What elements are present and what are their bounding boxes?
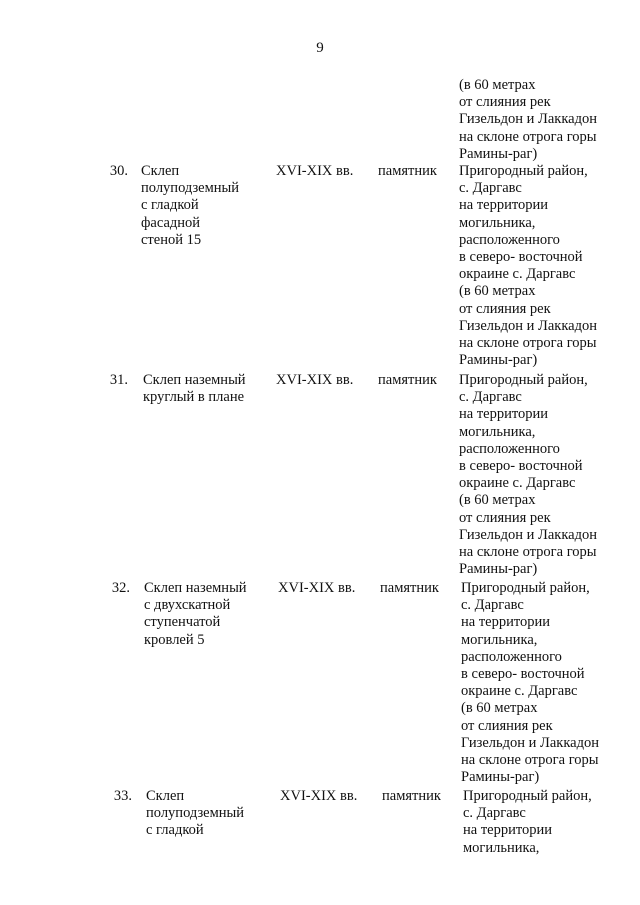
location-line: на склоне отрога горы: [459, 128, 597, 145]
entry-category: памятник: [378, 372, 437, 388]
entry-name: [141, 163, 239, 249]
location-line: могильника,: [459, 423, 536, 440]
entry-category: памятник: [382, 788, 441, 804]
location-line: окраине с. Даргавс: [459, 266, 576, 283]
location-line: на склоне отрога горы: [459, 335, 597, 352]
location-line: Рамины-раг): [461, 769, 540, 786]
continued-location: [459, 77, 597, 163]
entry-dating: XVI-XIX вв.: [280, 788, 358, 804]
entry-dating: XVI-XIX вв.: [278, 580, 356, 596]
location-line: Гизельдон и Лаккадон: [459, 317, 597, 334]
location-line: в северо- восточной: [459, 458, 583, 475]
entry-location: [459, 372, 597, 578]
entry-category: памятник: [380, 580, 439, 596]
location-line: Гизельдон и Лаккадон: [459, 111, 597, 128]
location-line: Рамины-раг): [459, 561, 538, 578]
location-line: Пригородный район,: [459, 372, 588, 388]
location-line: могильника,: [461, 631, 538, 648]
location-line: с. Даргавс: [463, 805, 526, 822]
location-line: Рамины-раг): [459, 352, 538, 369]
location-line: могильника,: [463, 839, 540, 856]
entry-number: 32.: [111, 580, 130, 596]
name-line: Склеп: [141, 163, 180, 179]
location-line: (в 60 метрах: [459, 283, 536, 300]
location-line: (в 60 метрах: [459, 77, 536, 93]
name-line: ступенчатой: [144, 614, 221, 631]
location-line: могильника,: [459, 214, 536, 231]
location-line: от слияния рек: [459, 94, 551, 111]
location-line: в северо- восточной: [459, 249, 583, 266]
entry-name: [146, 788, 244, 840]
entry-location: [461, 580, 599, 786]
entry-location: [459, 163, 597, 369]
location-line: с. Даргавс: [459, 180, 522, 197]
entry-dating: XVI-XIX вв.: [276, 372, 354, 388]
location-line: Пригородный район,: [459, 163, 588, 179]
location-line: на территории: [459, 197, 549, 214]
location-line: Пригородный район,: [461, 580, 590, 596]
location-line: Гизельдон и Лаккадон: [461, 734, 599, 751]
entry-category: памятник: [378, 163, 437, 179]
entry-number: 30.: [109, 163, 128, 179]
name-line: Склеп наземный: [144, 580, 247, 596]
location-line: на склоне отрога горы: [461, 752, 599, 769]
location-line: окраине с. Даргавс: [459, 475, 576, 492]
name-line: Склеп: [146, 788, 185, 804]
name-line: полуподземный: [146, 805, 245, 822]
name-line: с двухскатной: [144, 597, 231, 614]
location-line: Пригородный район,: [463, 788, 592, 804]
name-line: круглый в плане: [143, 389, 245, 406]
entry-number: 31.: [109, 372, 128, 388]
name-line: полуподземный: [141, 180, 240, 197]
entry-name: [144, 580, 247, 649]
entry-name: [143, 372, 246, 406]
location-line: расположенного: [461, 648, 562, 665]
location-line: от слияния рек: [459, 509, 551, 526]
entry-dating: XVI-XIX вв.: [276, 163, 354, 179]
location-line: на территории: [459, 406, 549, 423]
location-line: с. Даргавс: [461, 597, 524, 614]
location-line: (в 60 метрах: [459, 492, 536, 509]
name-line: с гладкой: [141, 197, 199, 214]
entry-location: [463, 788, 592, 857]
location-line: на территории: [461, 614, 551, 631]
location-line: с. Даргавс: [459, 389, 522, 406]
location-line: расположенного: [459, 231, 560, 248]
location-line: (в 60 метрах: [461, 700, 538, 717]
name-line: фасадной: [141, 214, 201, 231]
location-line: на территории: [463, 822, 553, 839]
location-line: в северо- восточной: [461, 666, 585, 683]
location-line: от слияния рек: [461, 717, 553, 734]
name-line: Склеп наземный: [143, 372, 246, 388]
page-number: 9: [316, 40, 324, 56]
location-line: окраине с. Даргавс: [461, 683, 578, 700]
entry-number: 33.: [113, 788, 132, 804]
name-line: кровлей 5: [144, 631, 205, 648]
location-line: Рамины-раг): [459, 145, 538, 162]
location-line: Гизельдон и Лаккадон: [459, 526, 597, 543]
location-line: от слияния рек: [459, 300, 551, 317]
name-line: стеной 15: [141, 231, 202, 248]
name-line: с гладкой: [146, 822, 204, 839]
location-line: расположенного: [459, 440, 560, 457]
location-line: на склоне отрога горы: [459, 544, 597, 561]
